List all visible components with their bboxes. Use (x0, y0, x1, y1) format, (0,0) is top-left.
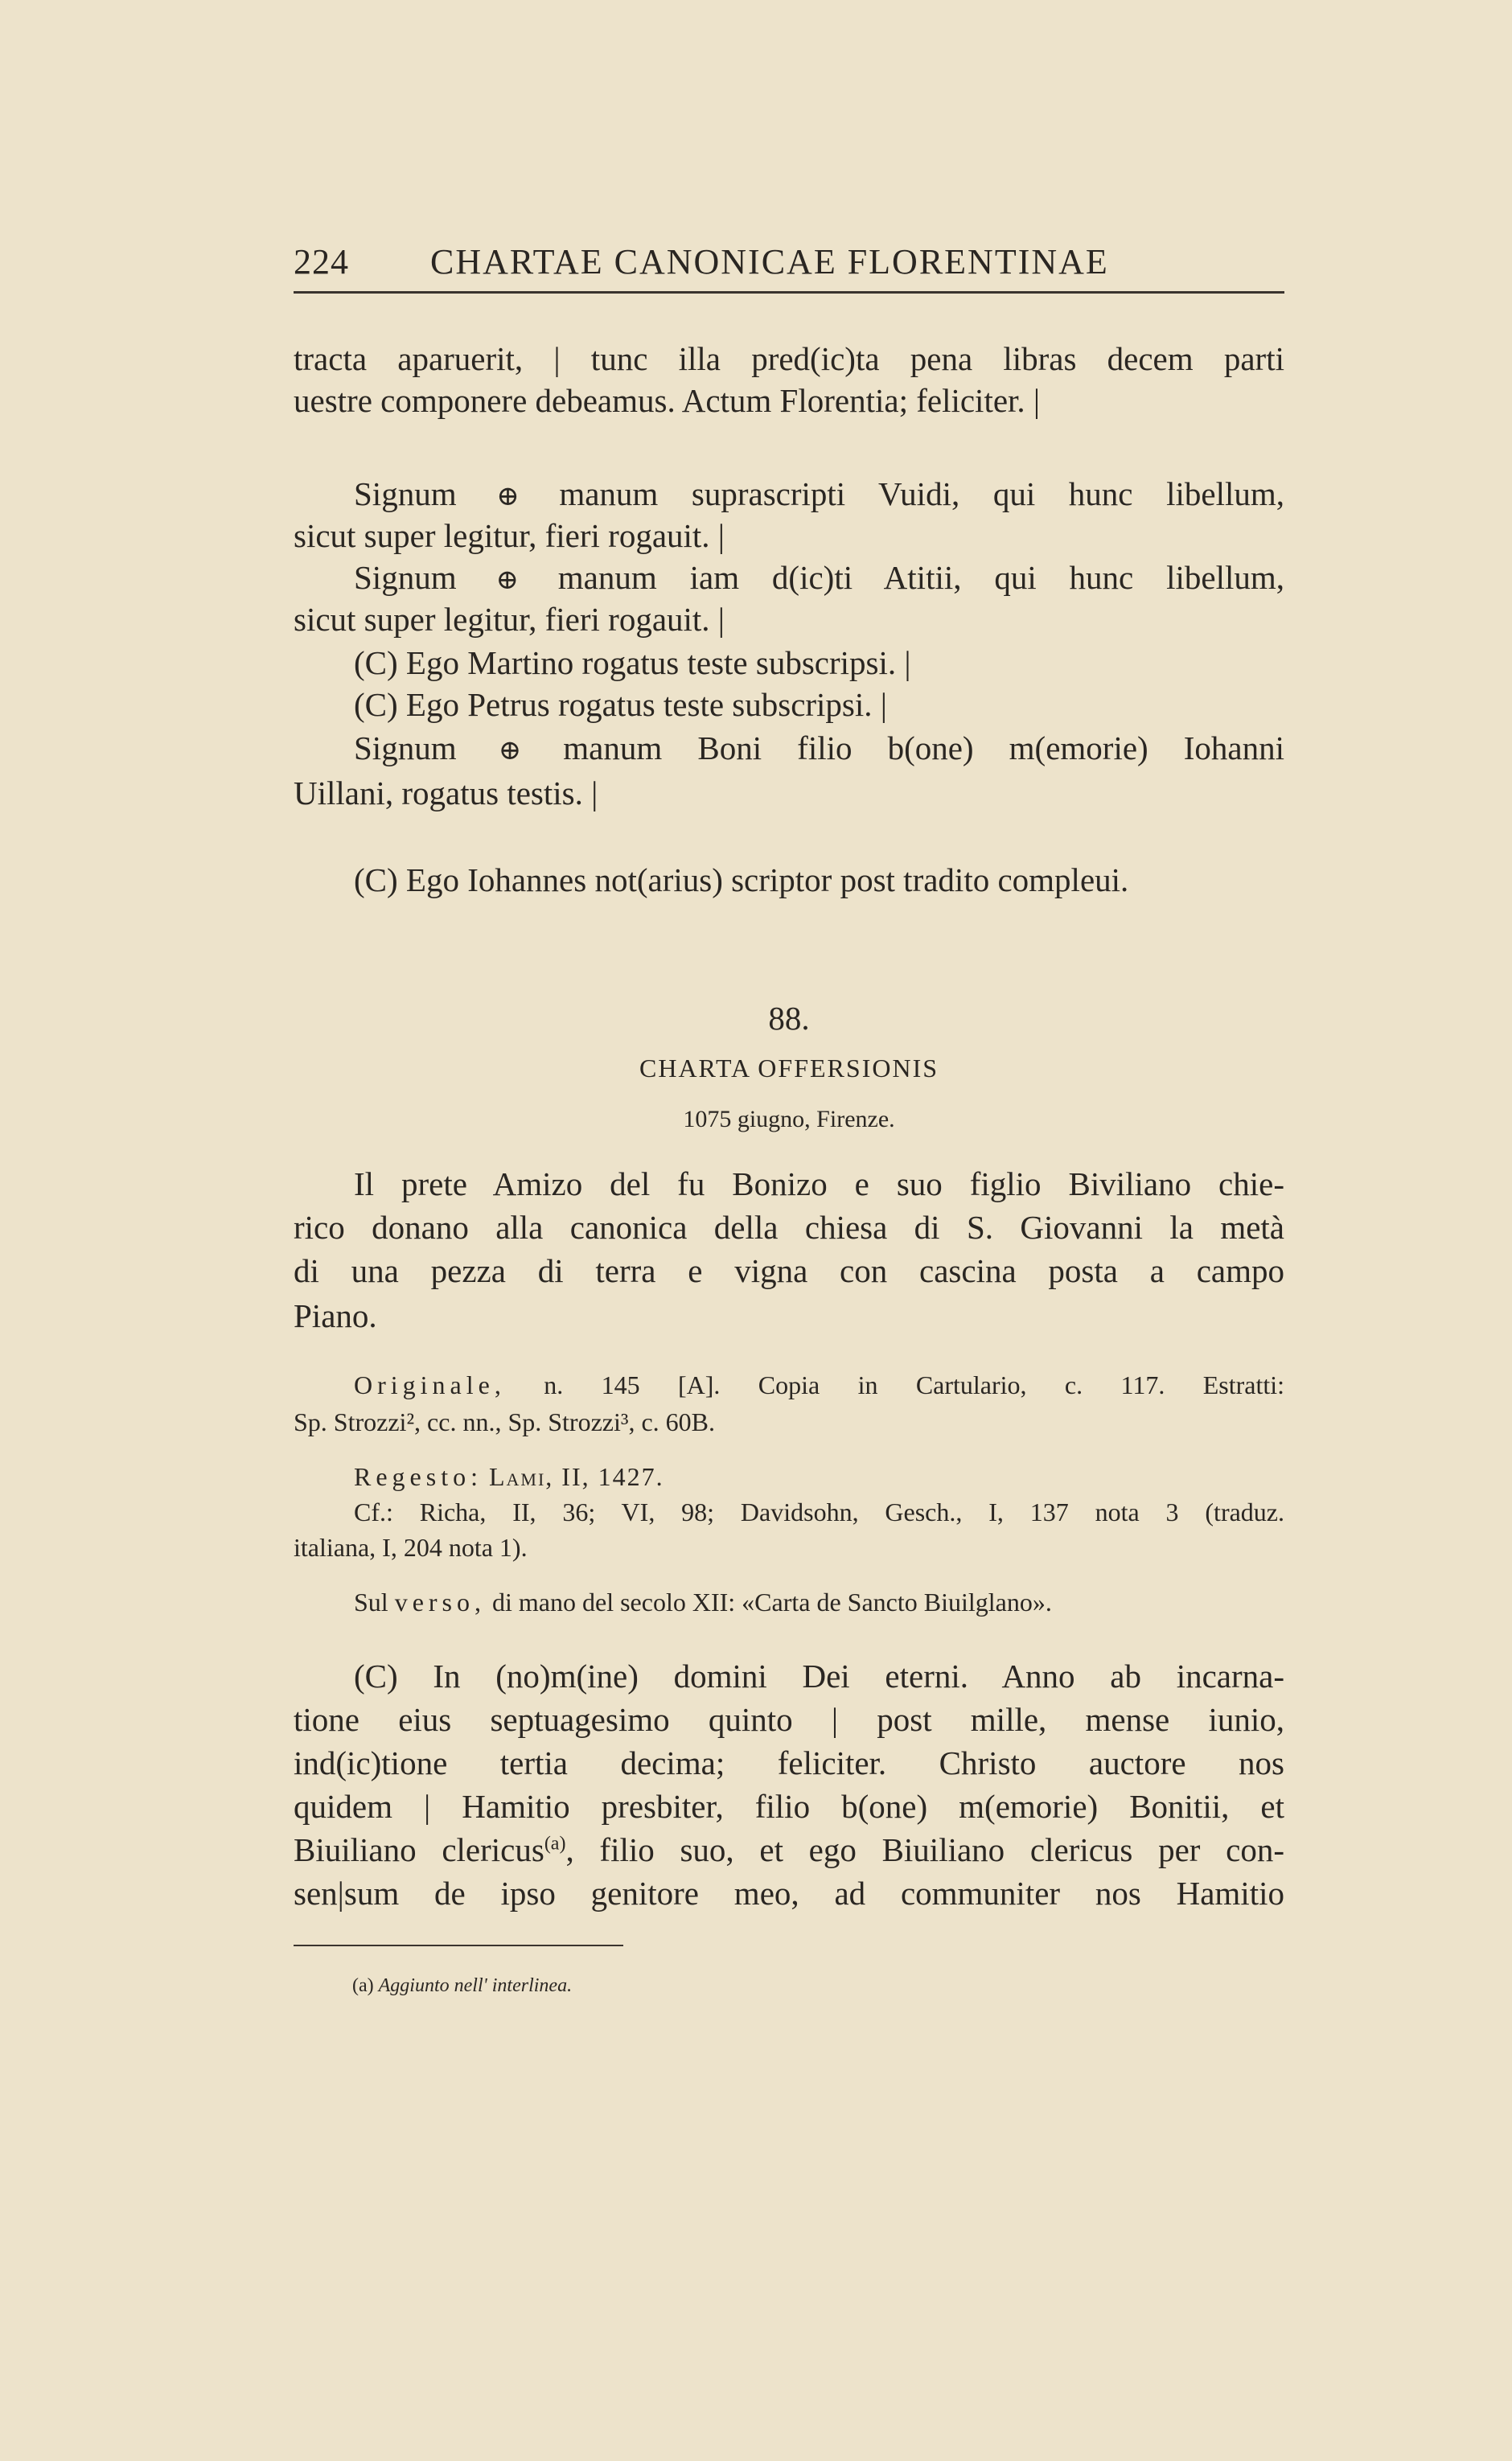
document-date: 1075 giugno, Firenze. (683, 1106, 895, 1132)
apparatus-text: Lami, II, 1427. (488, 1462, 664, 1491)
signum-text: manum iam d(ic)ti Atitii, qui hunc libellum, (557, 559, 1285, 596)
running-header (294, 235, 1284, 293)
signum-cross-icon: ⊕ (496, 482, 520, 512)
apparatus-line (294, 1364, 1284, 1406)
signum-cross-icon: ⊕ (495, 565, 519, 595)
signum-text: manum suprascripti Vuidi, qui hunc libellum, (559, 475, 1285, 512)
document-title: CHARTA OFFERSIONIS (639, 1054, 939, 1083)
apparatus-line: italiana, I, 204 nota 1). (294, 1533, 528, 1562)
page-number: 224 (294, 242, 349, 281)
apparatus-label: Regesto: (354, 1462, 483, 1491)
document-number: 88. (768, 1000, 810, 1037)
charter-text: , filio suo, et ego Biuiliano clericus per con- (565, 1831, 1284, 1868)
apparatus-text: Sul (354, 1588, 388, 1617)
charter-line: quidem | Hamitio presbiter, filio b(one) m(emorie) Bonitii, et (294, 1788, 1284, 1825)
charter-line: ind(ic)tione tertia decima; feliciter. Christo auctore nos (294, 1744, 1284, 1781)
footnote (352, 1975, 572, 1997)
summary-line: rico donano alla canonica della chiesa di S. Giovanni la metà (294, 1209, 1284, 1246)
signum-line (294, 473, 1284, 515)
text-line: (C) Ego Martino rogatus teste subscripsi. | (354, 644, 911, 681)
apparatus-text: n. 145 [A]. Copia in Cartulario, c. 117. Estratti: (544, 1370, 1285, 1399)
charter-line: tione eius septuagesimo quinto | post mille, mense iunio, (294, 1701, 1284, 1738)
summary-line: di una pezza di terra e vigna con cascina posta a campo (294, 1252, 1284, 1289)
text-line: sicut super legitur, fieri rogauit. | (294, 517, 725, 554)
text-line: sicut super legitur, fieri rogauit. | (294, 601, 725, 638)
apparatus-line: Cf.: Richa, II, 36; VI, 98; Davidsohn, Gesch., I, 137 nota 3 (traduz. (354, 1498, 1284, 1526)
text-line: Uillani, rogatus testis. | (294, 774, 598, 811)
summary-line: Il prete Amizo del fu Bonizo e suo figlio Biviliano chie- (354, 1165, 1284, 1202)
apparatus-text: di mano del secolo XII: «Carta de Sancto Biuilglano». (492, 1588, 1052, 1617)
signum-word: Signum (354, 475, 457, 512)
running-title: CHARTAE CANONICAE FLORENTINAE (430, 242, 1109, 281)
charter-text: Biuiliano clericus (294, 1831, 544, 1868)
signum-word: Signum (354, 559, 457, 596)
footnote-mark: (a) (352, 1975, 374, 1996)
signum-text: manum Boni filio b(one) m(emorie) Iohanni (563, 729, 1285, 766)
charter-line (294, 1829, 1284, 1871)
header-rule (294, 291, 1284, 294)
notary-line: (C) Ego Iohannes not(arius) scriptor post tradito compleui. (354, 861, 1129, 898)
apparatus-label: verso, (394, 1588, 486, 1617)
text-line: tracta aparuerit, | tunc illa pred(ic)ta pena libras decem parti (294, 340, 1284, 377)
apparatus-line: Sp. Strozzi², cc. nn., Sp. Strozzi³, c. 60B. (294, 1407, 716, 1436)
footnote-text: Aggiunto nell' interlinea. (378, 1975, 573, 1996)
charter-line: (C) In (no)m(ine) domini Dei eterni. Anno ab incarna- (354, 1658, 1284, 1695)
signum-line (294, 557, 1284, 598)
signum-word: Signum (354, 729, 457, 766)
text-line: uestre componere debeamus. Actum Florentia; feliciter. | (294, 382, 1041, 419)
charter-line: sen|sum de ipso genitore meo, ad communiter nos Hamitio (294, 1875, 1284, 1912)
signum-line (294, 727, 1284, 769)
footnote-reference: (a) (544, 1833, 566, 1855)
footnote-rule (294, 1945, 623, 1946)
text-line: (C) Ego Petrus rogatus teste subscripsi. | (354, 686, 887, 723)
apparatus-label: Originale, (354, 1370, 506, 1399)
apparatus-line (294, 1581, 1284, 1623)
summary-line: Piano. (294, 1297, 377, 1334)
signum-cross-icon: ⊕ (498, 736, 522, 766)
